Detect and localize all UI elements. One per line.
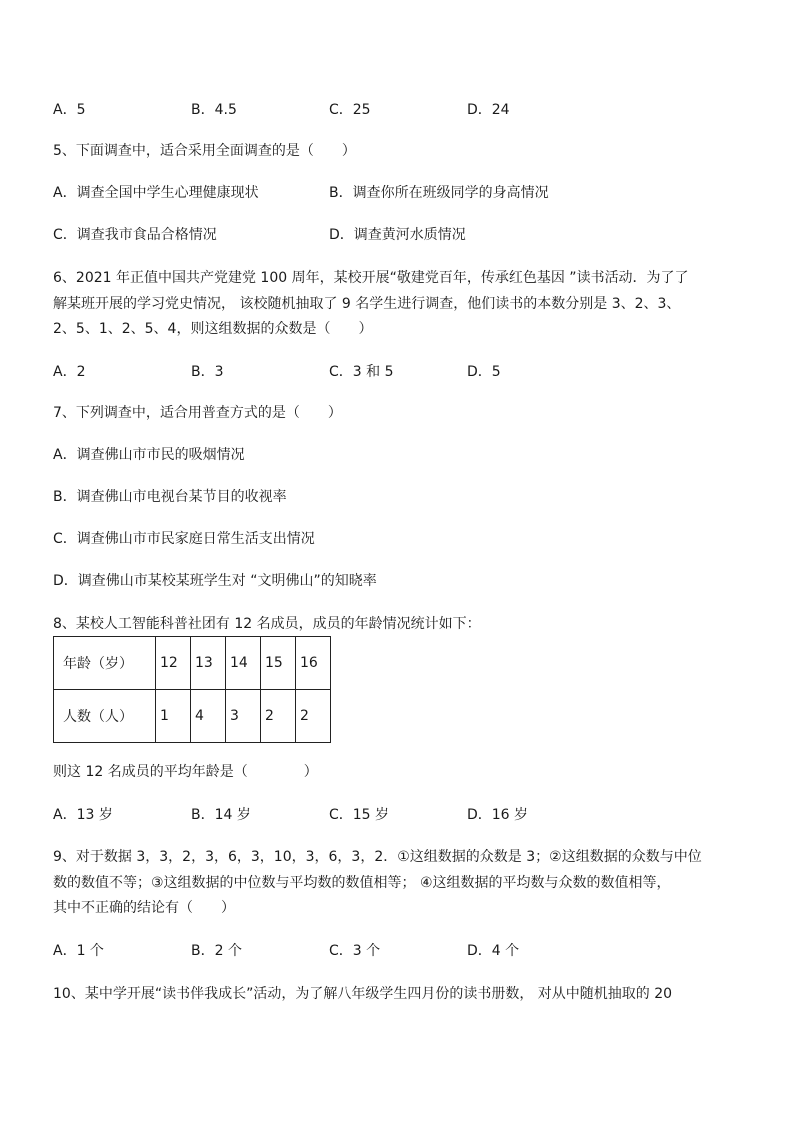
- q9-option-a[interactable]: A．1 个: [53, 943, 104, 959]
- q6-stem-line2: 解某班开展的学习党史情况， 该校随机抽取了 9 名学生进行调查，他们读书的本数分别是 3、2、3、: [53, 296, 681, 312]
- q7-option-b[interactable]: B．调查佛山市电视台某节目的收视率: [53, 489, 287, 505]
- q9-option-c[interactable]: C．3 个: [329, 943, 381, 959]
- q9-stem-line2: 数的数值不等；③这组数据的中位数与平均数的数值相等； ④这组数据的平均数与众数的数值相等，: [53, 875, 671, 891]
- q5-options-row1: [53, 183, 753, 203]
- q5-stem: 5、下面调查中，适合采用全面调查的是（ ）: [53, 143, 356, 159]
- q8-option-a[interactable]: A．13 岁: [53, 807, 113, 823]
- count-cell: 4: [191, 690, 226, 743]
- q4-options: [53, 100, 753, 120]
- q9-option-b[interactable]: B．2 个: [191, 943, 242, 959]
- q7-option-c[interactable]: C．调查佛山市市民家庭日常生活支出情况: [53, 531, 315, 547]
- q8-option-d[interactable]: D．16 岁: [467, 807, 529, 823]
- age-cell: 14: [226, 637, 261, 690]
- age-cell: 15: [261, 637, 296, 690]
- age-cell: 13: [191, 637, 226, 690]
- q9-stem-line1: 9、对于数据 3，3，2，3，6，3，10，3，6，3，2．①这组数据的众数是 3；②这组数据的众数与中位: [53, 849, 702, 865]
- q6-options: [53, 362, 753, 382]
- q4-option-a[interactable]: A．5: [53, 102, 86, 118]
- count-header-cell: 人数（人）: [54, 690, 156, 743]
- q7-option-a[interactable]: A．调查佛山市市民的吸烟情况: [53, 447, 245, 463]
- q7-stem: 7、下列调查中，适合用普查方式的是（ ）: [53, 405, 342, 421]
- q9-option-d[interactable]: D．4 个: [467, 943, 520, 959]
- age-row: [54, 637, 331, 690]
- q6-option-a[interactable]: A．2: [53, 364, 86, 380]
- q4-option-c[interactable]: C．25: [329, 102, 371, 118]
- q8-question: 则这 12 名成员的平均年龄是（ ）: [53, 764, 318, 780]
- age-cell: 16: [296, 637, 331, 690]
- q4-option-b[interactable]: B．4.5: [191, 102, 237, 118]
- age-statistics-table: [53, 636, 331, 743]
- q5-option-d[interactable]: D．调查黄河水质情况: [329, 227, 466, 243]
- count-cell: 2: [296, 690, 331, 743]
- q6-option-b[interactable]: B．3: [191, 364, 224, 380]
- q5-option-a[interactable]: A．调查全国中学生心理健康现状: [53, 185, 259, 201]
- q4-option-d[interactable]: D．24: [467, 102, 510, 118]
- q9-options: [53, 941, 753, 961]
- q5-option-b[interactable]: B．调查你所在班级同学的身高情况: [329, 185, 549, 201]
- q10-stem-line1: 10、某中学开展“读书伴我成长”活动，为了解八年级学生四月份的读书册数， 对从中随机抽取的 20: [53, 986, 673, 1002]
- q5-options-row2: [53, 225, 753, 245]
- q9-stem-line3: 其中不正确的结论有（ ）: [53, 900, 235, 916]
- q8-options: [53, 805, 753, 825]
- q6-stem-line3: 2、5、1、2、5、4，则这组数据的众数是（ ）: [53, 321, 373, 337]
- q6-stem-line1: 6、2021 年正值中国共产党建党 100 周年，某校开展“敬建党百年，传承红色基因 ”读书活动．为了了: [53, 270, 689, 286]
- q7-option-d[interactable]: D．调查佛山市某校某班学生对 “文明佛山”的知晓率: [53, 573, 377, 589]
- q8-option-c[interactable]: C．15 岁: [329, 807, 390, 823]
- age-cell: 12: [156, 637, 191, 690]
- q8-stem: 8、某校人工智能科普社团有 12 名成员，成员的年龄情况统计如下：: [53, 616, 481, 632]
- age-header-cell: 年龄（岁）: [54, 637, 156, 690]
- q6-option-d[interactable]: D．5: [467, 364, 501, 380]
- count-cell: 2: [261, 690, 296, 743]
- q8-option-b[interactable]: B．14 岁: [191, 807, 251, 823]
- count-row: [54, 690, 331, 743]
- count-cell: 1: [156, 690, 191, 743]
- count-cell: 3: [226, 690, 261, 743]
- q5-option-c[interactable]: C．调查我市食品合格情况: [53, 227, 217, 243]
- q6-option-c[interactable]: C．3 和 5: [329, 364, 394, 380]
